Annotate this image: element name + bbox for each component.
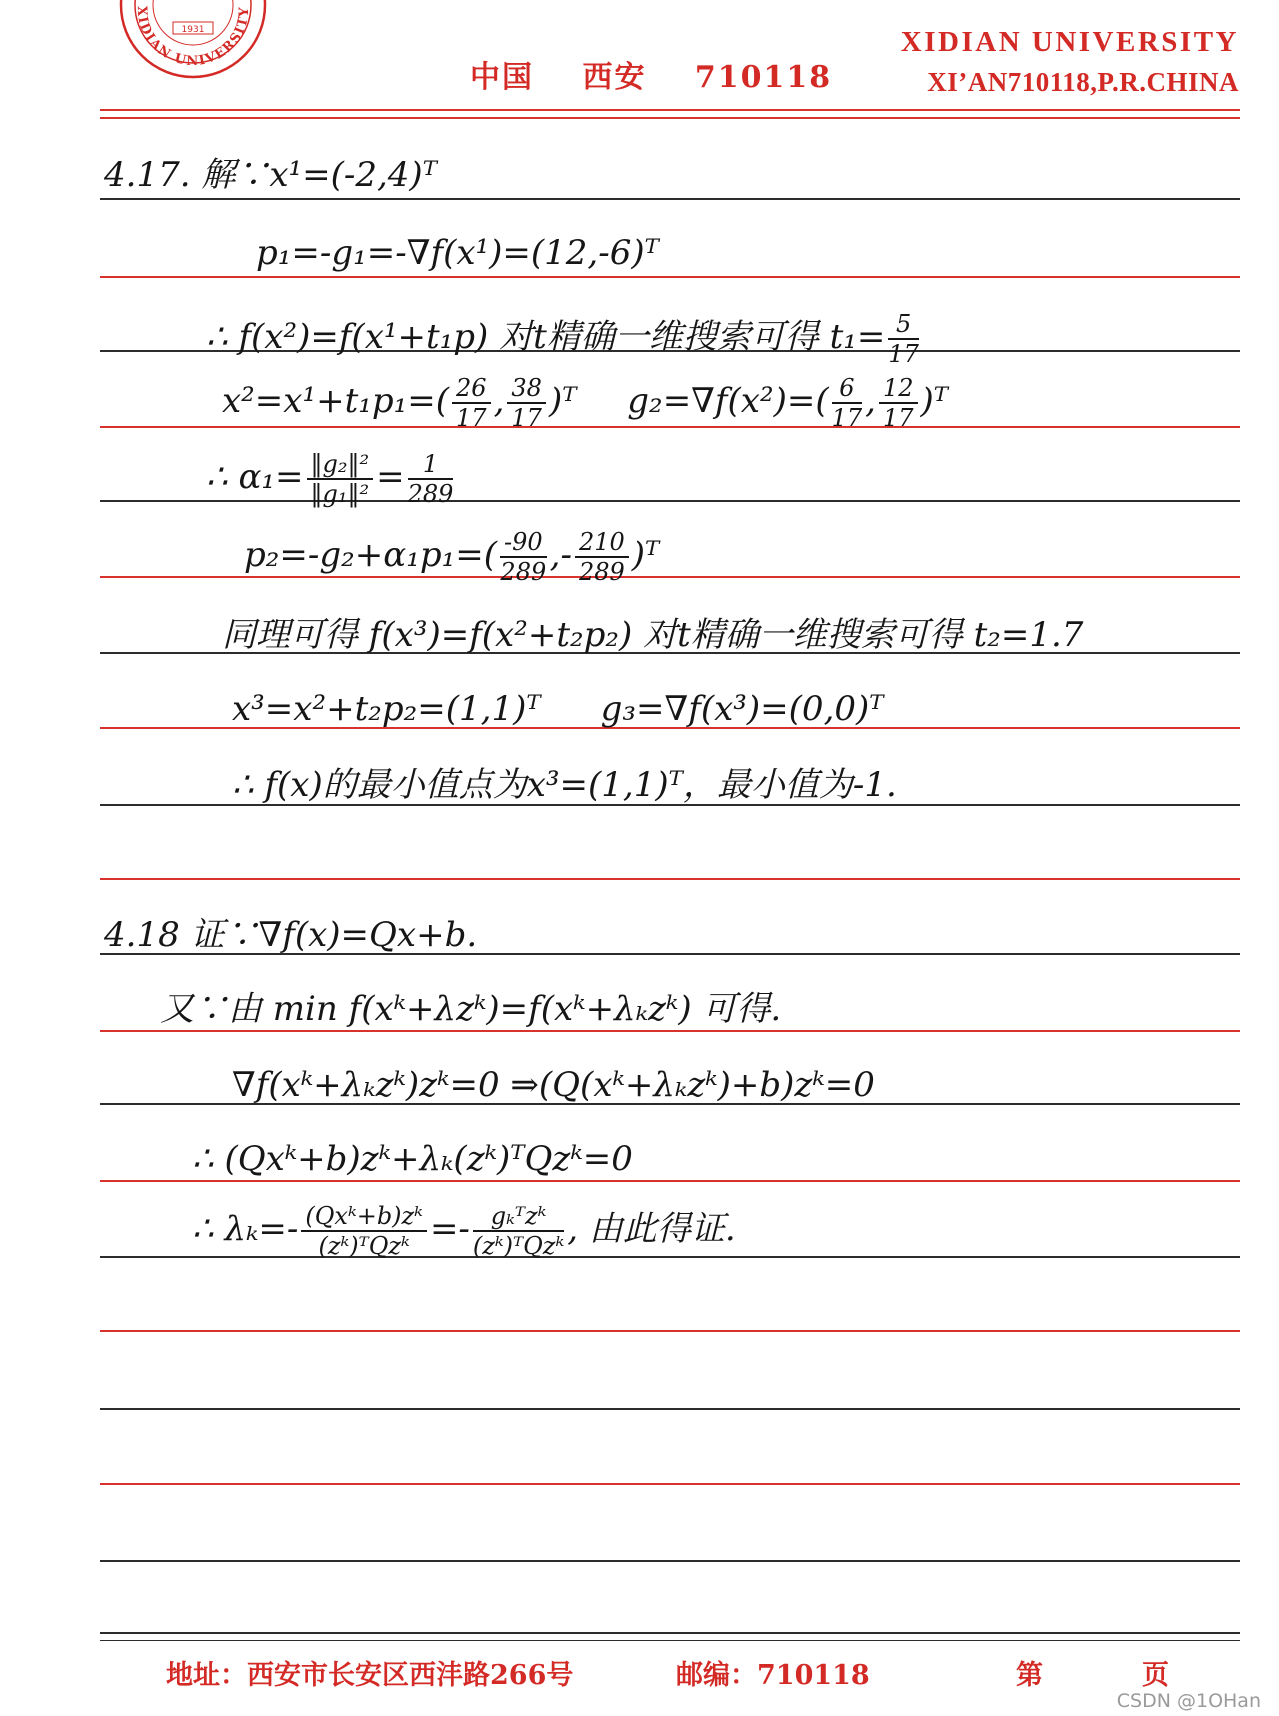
- header-rule-bottom: [100, 117, 1240, 119]
- proof-418-line-2: 又∵由 min f(xᵏ+λzᵏ)=f(xᵏ+λₖzᵏ) 可得.: [160, 989, 782, 1029]
- proof-418-line-1: 4.18 证∵∇f(x)=Qx+b.: [104, 915, 478, 955]
- proof-418-line-3: ∇f(xᵏ+λₖzᵏ)zᵏ=0 ⇒(Q(xᵏ+λₖzᵏ)+b)zᵏ=0: [232, 1065, 875, 1105]
- proof-418-line-5: ∴ λₖ=- $\frac{\text{(Qxᵏ+b)zᵏ}}{\text{(zᵏ)ᵀQzᵏ}}$ =- $\frac{\text{gₖᵀzᵏ}}{\text{(zᵏ)ᵀQzᵏ}}$ , 由此得证.: [192, 1202, 736, 1260]
- header-rule-top: [100, 109, 1240, 111]
- header-postcode: 710118: [694, 60, 833, 95]
- fraction-p2-b: $\frac{210}{289}$: [575, 530, 629, 584]
- csdn-watermark: CSDN @1OHan: [1116, 1690, 1261, 1712]
- proof-418-line-4: ∴ (Qxᵏ+b)zᵏ+λₖ(zᵏ)ᵀQzᵏ=0: [192, 1139, 633, 1179]
- writing-line: [100, 1408, 1240, 1410]
- solution-417-line-9: ∴ f(x)的最小值点为x³=(1,1)ᵀ，最小值为-1.: [232, 765, 897, 805]
- fraction-p2-a: $\frac{-90}{289}$: [500, 528, 547, 586]
- solution-417-line-5: ∴ α₁= $\frac{\text{‖g₂‖²}}{\text{‖g₁‖²}}$ = $\frac{1}{289}$: [206, 450, 454, 508]
- footer-postcode: 邮编：710118: [676, 1660, 870, 1691]
- university-seal-logo: [118, 0, 268, 80]
- fraction-g2-a: $\frac{6}{17}$: [831, 374, 863, 432]
- solution-417-line-8: x³=x²+t₂p₂=(1,1)ᵀ g₃=∇f(x³)=(0,0)ᵀ: [232, 689, 884, 729]
- footer-page-prefix: 第: [1016, 1660, 1043, 1691]
- solution-417-line-6: p₂=-g₂+α₁p₁=( $\frac{-90}{289}$ ,- $\frac{210}{289}$ )ᵀ: [244, 528, 660, 586]
- fraction-g2-b: $\frac{12}{17}$: [879, 376, 918, 430]
- fraction-lambda-b: $\frac{\text{gₖᵀzᵏ}}{\text{(zᵏ)ᵀQzᵏ}}$: [472, 1202, 565, 1260]
- footer-address: 地址：西安市长安区西沣路266号: [166, 1660, 574, 1691]
- header-university-name: [901, 22, 1239, 102]
- fraction-x2-a: $\frac{26}{17}$: [452, 376, 491, 430]
- header-university-line1: XIDIAN UNIVERSITY: [900, 26, 1239, 58]
- writing-line: [100, 1180, 1240, 1182]
- fraction-alpha-rhs: $\frac{1}{289}$: [407, 450, 454, 508]
- solution-417-line-1: 4.17. 解∵x¹=(-2,4)ᵀ: [104, 155, 437, 195]
- writing-line: [100, 1030, 1240, 1032]
- solution-417-line-2: p₁=-g₁=-∇f(x¹)=(12,-6)ᵀ: [256, 233, 659, 273]
- fraction-t1: $\frac{5}{17}$: [888, 310, 919, 368]
- writing-line: [100, 1560, 1240, 1562]
- writing-line: [100, 276, 1240, 278]
- footer-page-suffix: 页: [1142, 1660, 1169, 1691]
- fraction-alpha-lhs: $\frac{\text{‖g₂‖²}}{\text{‖g₁‖²}}$: [307, 452, 374, 506]
- solution-417-line-7: 同理可得 f(x³)=f(x²+t₂p₂) 对t精确一维搜索可得 t₂=1.7: [222, 615, 1084, 655]
- writing-line: [100, 198, 1240, 200]
- header-country: 中国: [470, 60, 534, 95]
- solution-417-line-4: x²=x¹+t₁p₁=( $\frac{26}{17}$ , $\frac{38}{17}$ )ᵀ g₂=∇f(x²)=( $\frac{6}{17}$ , $\frac{12}{17}$ )ᵀ: [222, 374, 949, 432]
- svg-text:XIDIAN UNIVERSITY: XIDIAN UNIVERSITY: [133, 5, 253, 69]
- fraction-lambda-a: $\frac{\text{(Qxᵏ+b)zᵏ}}{\text{(zᵏ)ᵀQzᵏ}}$: [301, 1204, 427, 1258]
- svg-text:1931: 1931: [181, 25, 205, 35]
- writing-line: [100, 1483, 1240, 1485]
- header-city: 西安: [582, 60, 647, 95]
- footer-rule-bottom: [100, 1640, 1240, 1641]
- solution-417-line-3: ∴ f(x²)=f(x¹+t₁p) 对t精确一维搜索可得 t₁= $\frac{5}{17}$: [206, 310, 919, 368]
- header-university-line2: XI’AN710118,P.R.CHINA: [927, 67, 1239, 97]
- header-location: [470, 52, 832, 96]
- footer-rule-top: [100, 1632, 1240, 1634]
- writing-line: [100, 878, 1240, 880]
- fraction-x2-b: $\frac{38}{17}$: [507, 376, 546, 430]
- writing-line: [100, 1330, 1240, 1332]
